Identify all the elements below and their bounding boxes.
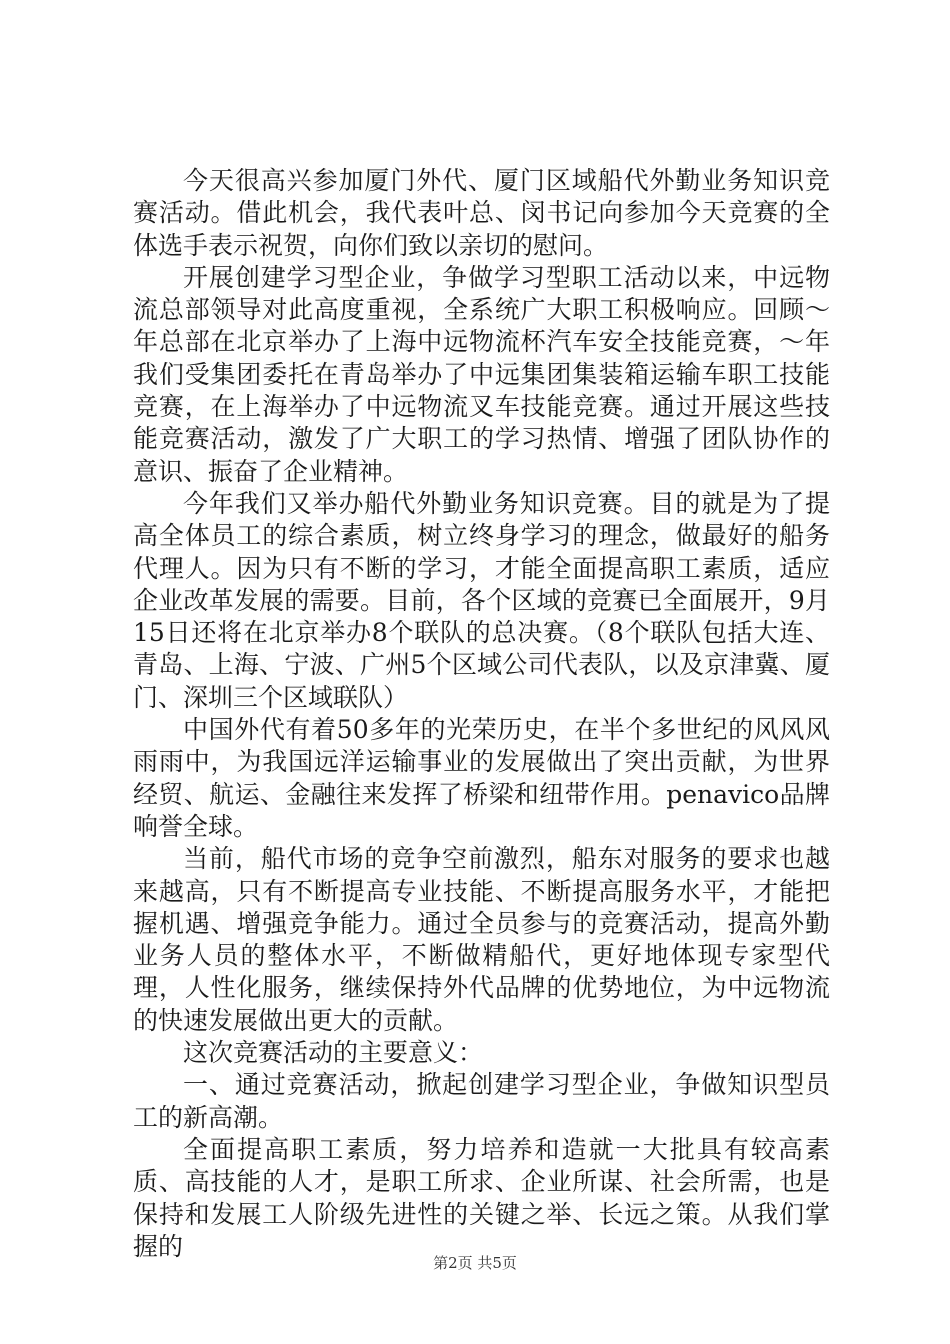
- document-body: [133, 165, 830, 1263]
- paragraph-4: 中国外代有着50多年的光荣历史，在半个多世纪的风风风雨雨中，为我国远洋运输事业的发展做出了突出贡献，为世界经贸、航运、金融往来发挥了桥梁和纽带作用。penavico品牌响誉全球。: [133, 715, 830, 841]
- paragraph-5: 当前，船代市场的竞争空前激烈，船东对服务的要求也越来越高，只有不断提高专业技能、不断提高服务水平，才能把握机遇、增强竞争能力。通过全员参与的竞赛活动，提高外勤业务人员的整体水平，不断做精船代，更好地体现专家型代理，人性化服务，继续保持外代品牌的优势地位，为中远物流的快速发展做出更大的贡献。: [133, 844, 830, 1035]
- paragraph-3: 今年我们又举办船代外勤业务知识竞赛。目的就是为了提高全体员工的综合素质，树立终身学习的理念，做最好的船务代理人。因为只有不断的学习，才能全面提高职工素质，适应企业改革发展的需要。目前，各个区域的竞赛已全面展开，9月15日还将在北京举办8个联队的总决赛。（8个联队包括大连、青岛、上海、宁波、广州5个区域公司代表队，以及京津冀、厦门、深圳三个区域联队）: [133, 488, 830, 712]
- paragraph-6: 这次竞赛活动的主要意义：: [183, 1038, 484, 1068]
- paragraph-2: 开展创建学习型企业，争做学习型职工活动以来，中远物流总部领导对此高度重视，全系统广大职工积极响应。回顾～年总部在北京举办了上海中远物流杯汽车安全技能竞赛，～年我们受集团委托在青岛举办了中远集团集装箱运输车职工技能竞赛，在上海举办了中远物流叉车技能竞赛。通过开展这些技能竞赛活动，激发了广大职工的学习热情、增强了团队协作的意识、振奋了企业精神。: [133, 262, 830, 486]
- page-footer: 第2页 共5页: [433, 1254, 517, 1272]
- paragraph-7: 一、通过竞赛活动，掀起创建学习型企业，争做知识型员工的新高潮。: [133, 1070, 830, 1132]
- paragraph-1: 今天很高兴参加厦门外代、厦门区域船代外勤业务知识竞赛活动。借此机会，我代表叶总、闵书记向参加今天竞赛的全体选手表示祝贺，向你们致以亲切的慰问。: [133, 166, 830, 260]
- paragraph-8: 全面提高职工素质，努力培养和造就一大批具有较高素质、高技能的人才，是职工所求、企业所谋、社会所需，也是保持和发展工人阶级先进性的关键之举、长远之策。从我们掌握的: [133, 1134, 830, 1261]
